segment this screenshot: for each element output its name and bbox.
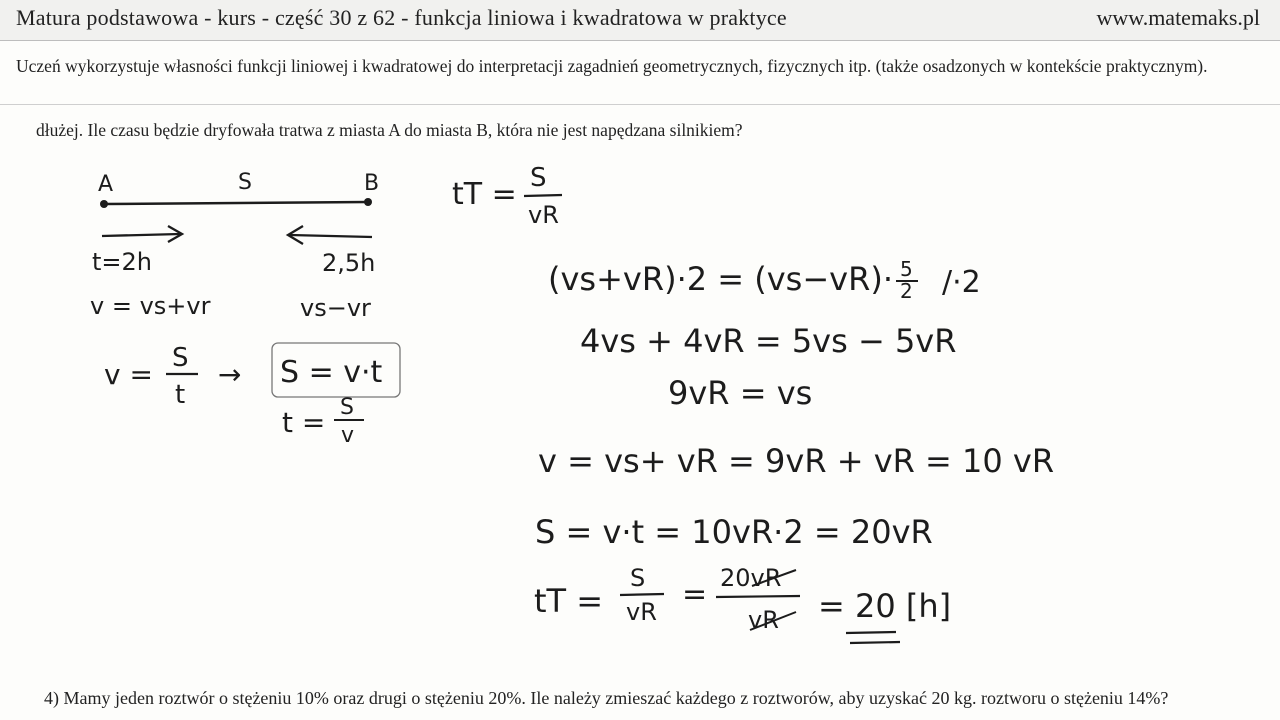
segment-ab bbox=[104, 202, 368, 204]
final-den-2: vR bbox=[748, 606, 779, 634]
v-forward: v = vs+vr bbox=[90, 292, 211, 320]
formula-v-den: t bbox=[175, 380, 186, 410]
t-num: S bbox=[340, 395, 354, 420]
final-num-2: 20vR bbox=[720, 564, 782, 592]
final-lhs: tT = bbox=[534, 582, 604, 620]
formula-v-num: S bbox=[172, 343, 189, 373]
eq-1-frac-den: 2 bbox=[900, 279, 913, 303]
result-underline bbox=[850, 642, 900, 643]
point-b-dot bbox=[364, 198, 372, 206]
t-back: 2,5h bbox=[322, 249, 376, 277]
tt-num: S bbox=[530, 163, 547, 193]
page-title: Matura podstawowa - kurs - część 30 z 62 - funkcja liniowa i kwadratowa w praktyce bbox=[16, 5, 787, 30]
final-result: = 20 [h] bbox=[818, 587, 952, 625]
arrow-right-icon bbox=[102, 226, 182, 242]
eq-4: v = vs+ vR = 9vR + vR = 10 vR bbox=[538, 442, 1055, 480]
tt-den: vR bbox=[528, 201, 559, 229]
point-a-dot bbox=[100, 200, 108, 208]
label-b: B bbox=[364, 171, 380, 196]
eq-1-frac-num: 5 bbox=[900, 257, 913, 281]
learning-goal-panel bbox=[0, 41, 1280, 105]
site-url[interactable]: www.matemaks.pl bbox=[1096, 5, 1260, 30]
arrow-left-icon bbox=[288, 226, 372, 244]
eq-1-multiplier: /·2 bbox=[942, 265, 981, 300]
boxed-formula: S = v·t bbox=[280, 355, 383, 390]
eq-2: 4vs + 4vR = 5vs − 5vR bbox=[580, 322, 957, 360]
label-s: S bbox=[238, 170, 252, 195]
tt-lhs: tT = bbox=[452, 177, 517, 212]
label-a: A bbox=[98, 172, 114, 197]
equals-sign: = bbox=[682, 577, 708, 612]
eq-3: 9vR = vs bbox=[668, 374, 813, 412]
task-4: 4) Mamy jeden roztwór o stężeniu 10% oraz drugi o stężeniu 20%. Ile należy zmieszać każdego z roztworów, aby uzyskać 20 kg. roztworu o stężeniu 14%? bbox=[44, 688, 1169, 708]
t-forward: t=2h bbox=[92, 248, 152, 276]
t-equals: t = bbox=[282, 406, 326, 439]
fraction-bar bbox=[620, 594, 664, 595]
fraction-bar bbox=[524, 195, 562, 196]
learning-goal-text: Uczeń wykorzystuje własności funkcji liniowej i kwadratowej do interpretacji zagadnień geometrycznych, fizycznych itp. (także osadzonych w kontekście praktycznym). bbox=[16, 56, 1208, 76]
final-num-1: S bbox=[630, 564, 646, 592]
result-underline bbox=[846, 632, 896, 633]
task-3 bbox=[36, 104, 1256, 142]
fraction-bar bbox=[716, 596, 800, 597]
t-den: v bbox=[341, 423, 355, 448]
task-3-line-2: dłużej. Ile czasu będzie dryfowała tratwa z miasta A do miasta B, która nie jest napędzana silnikiem? bbox=[36, 120, 743, 140]
final-den-1: vR bbox=[626, 598, 657, 626]
eq-5: S = v·t = 10vR·2 = 20vR bbox=[535, 513, 933, 551]
v-back: vs−vr bbox=[300, 294, 371, 322]
formula-v: v = bbox=[104, 358, 153, 391]
eq-1: (vs+vR)·2 = (vs−vR)· bbox=[548, 260, 893, 298]
implies-arrow: → bbox=[218, 358, 242, 391]
